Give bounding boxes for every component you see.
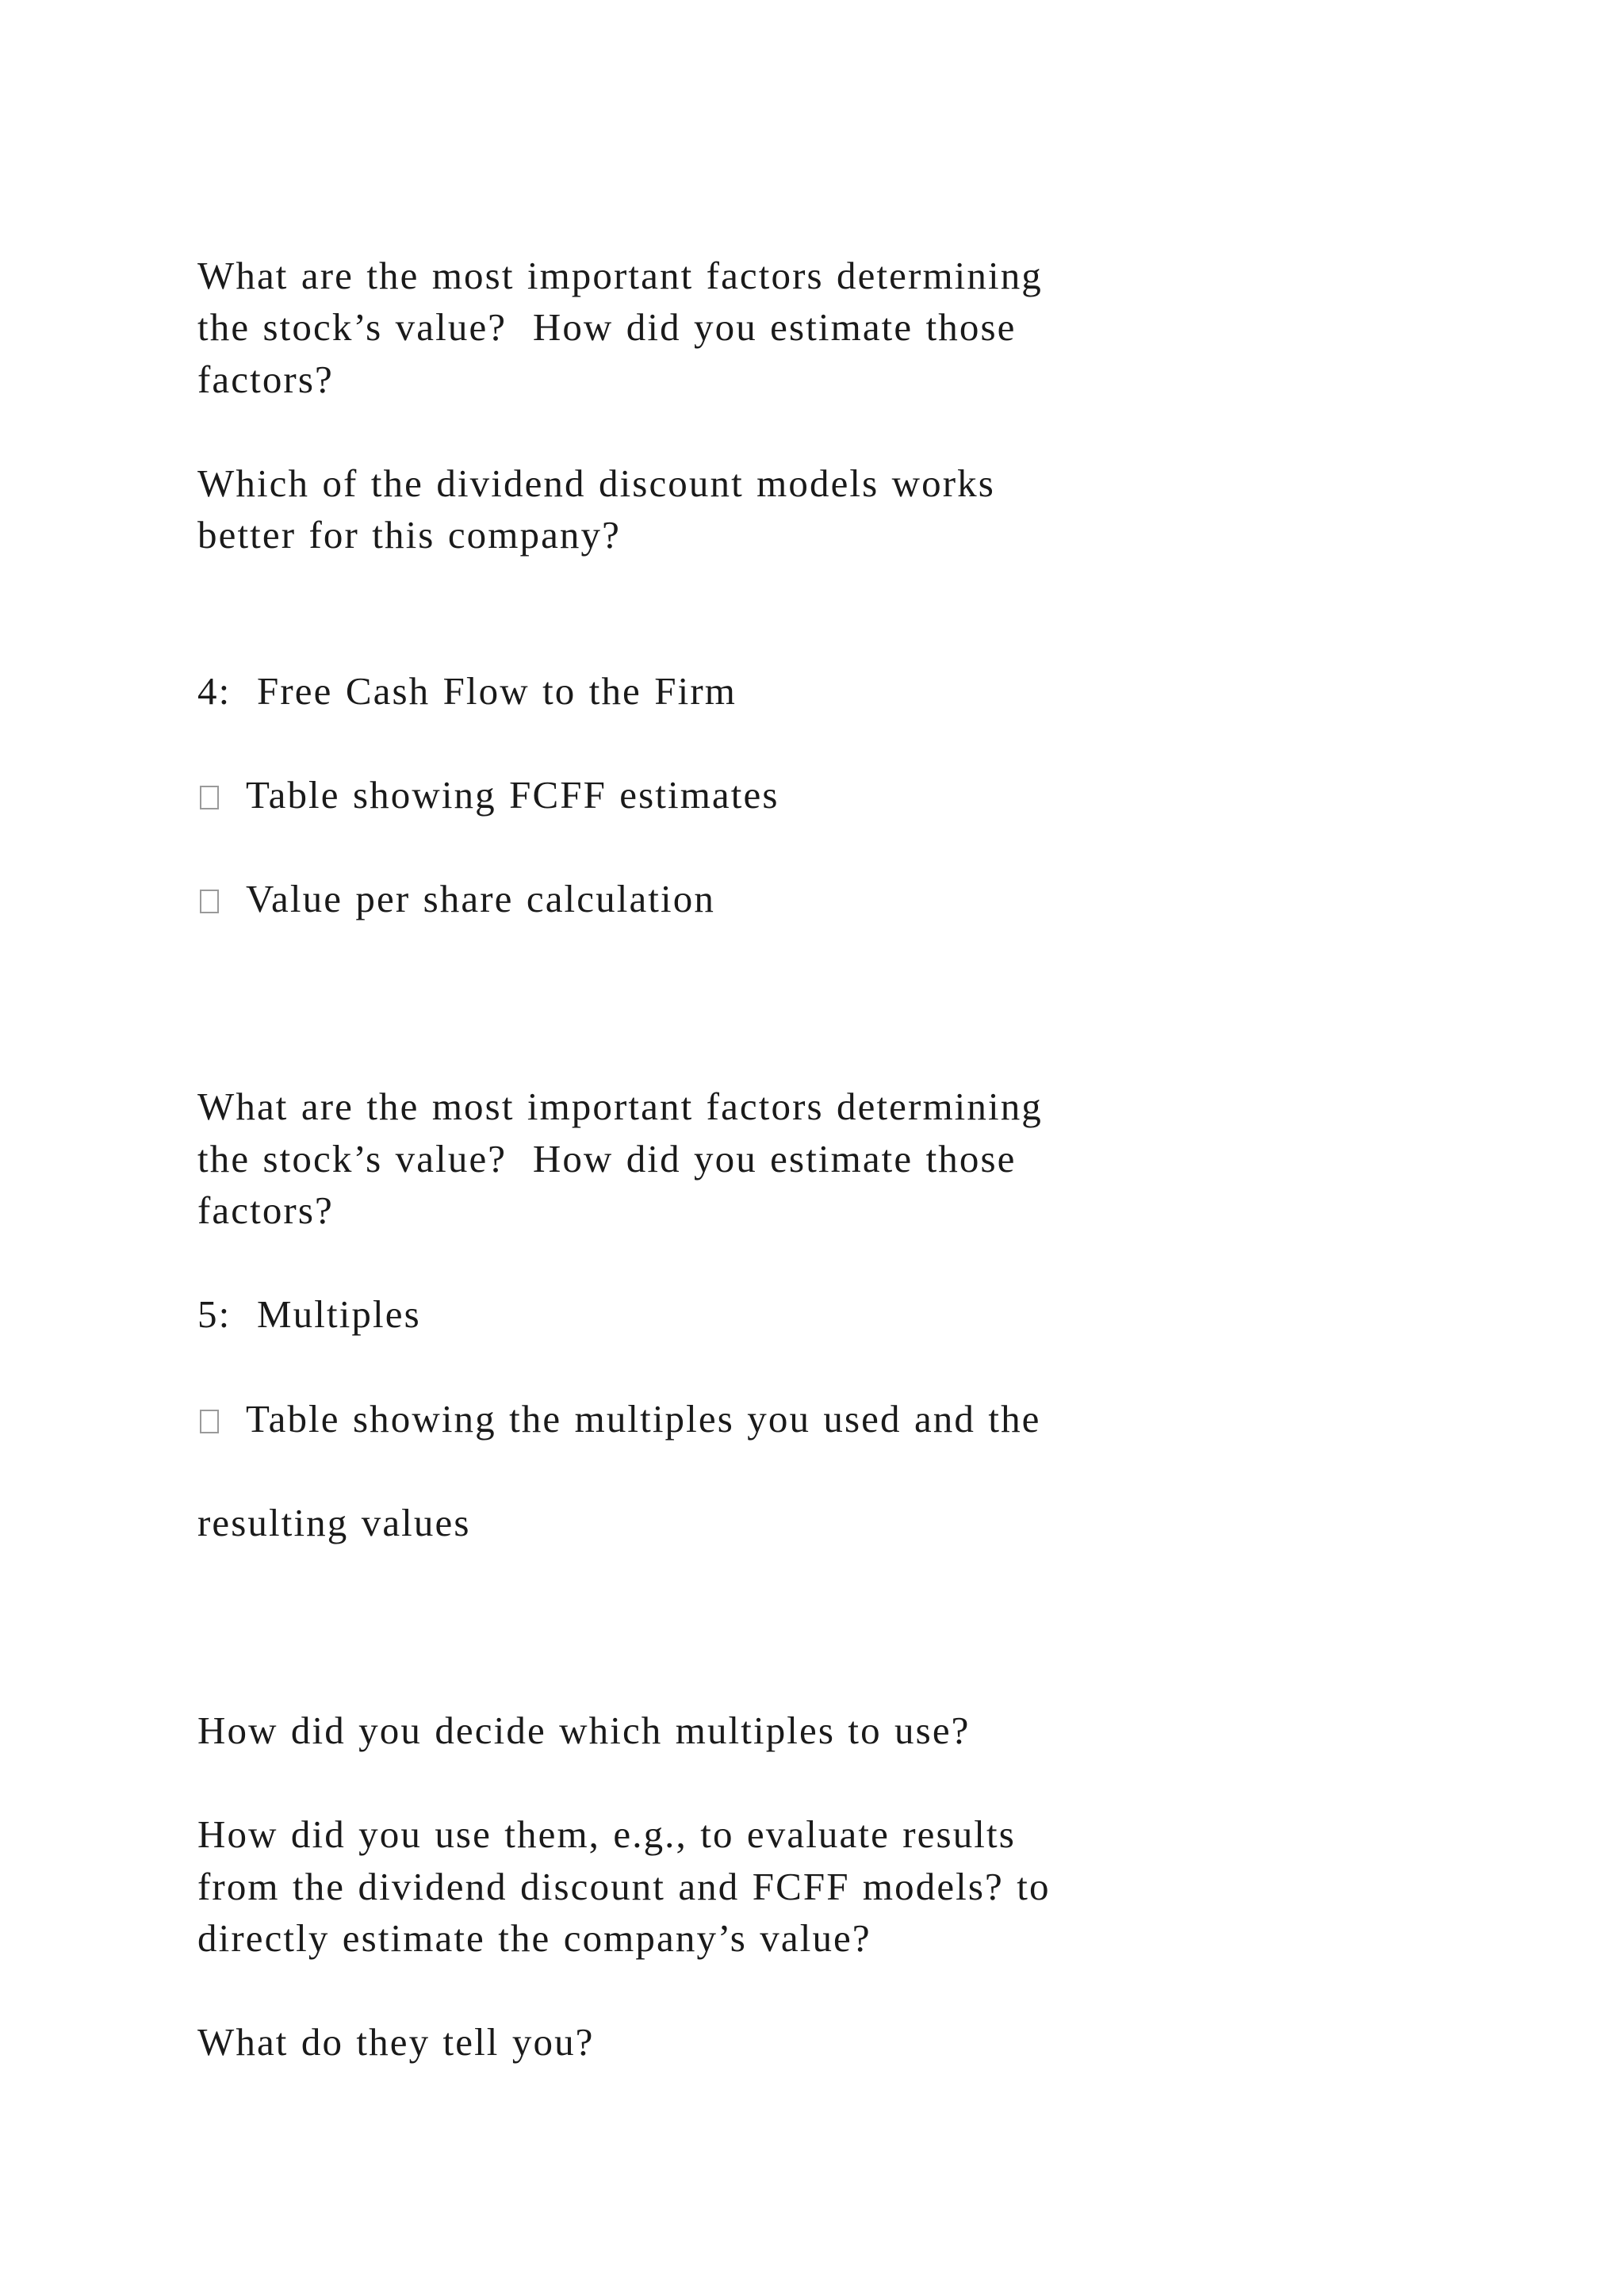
bullet-item (197, 1397, 1041, 1441)
question-text: factors? (197, 1188, 334, 1232)
bullet-item (197, 773, 779, 817)
question-text: the stock’s value? How did you estimate those (197, 1137, 1017, 1181)
question-text: better for this company? (197, 513, 621, 557)
bullet-text: Table showing FCFF estimates (246, 773, 779, 817)
bullet-item (197, 879, 715, 918)
question-text: How did you use them, e.g., to evaluate results (197, 1812, 1016, 1856)
question-text: How did you decide which multiples to use? (197, 1709, 971, 1752)
bullet-text: Value per share calculation (246, 877, 715, 920)
question-text: Which of the dividend discount models works (197, 461, 995, 505)
bullet-text: Table showing the multiples you used and the (246, 1397, 1041, 1441)
question-text: What do they tell you? (197, 2020, 595, 2064)
question-text: from the dividend discount and FCFF models? to (197, 1865, 1051, 1908)
section-heading-fcff: 4: Free Cash Flow to the Firm (197, 669, 737, 713)
question-text: factors? (197, 358, 334, 401)
checkbox-bullet-icon (200, 1410, 219, 1433)
question-text: What are the most important factors determining (197, 1085, 1043, 1128)
checkbox-bullet-icon (200, 890, 219, 913)
checkbox-bullet-icon (200, 786, 219, 809)
section-heading-multiples: 5: Multiples (197, 1292, 421, 1336)
question-text: the stock’s value? How did you estimate those (197, 305, 1017, 349)
bullet-continuation: resulting values (197, 1501, 471, 1544)
question-text: What are the most important factors determining (197, 254, 1043, 297)
question-text: directly estimate the company’s value? (197, 1916, 871, 1960)
